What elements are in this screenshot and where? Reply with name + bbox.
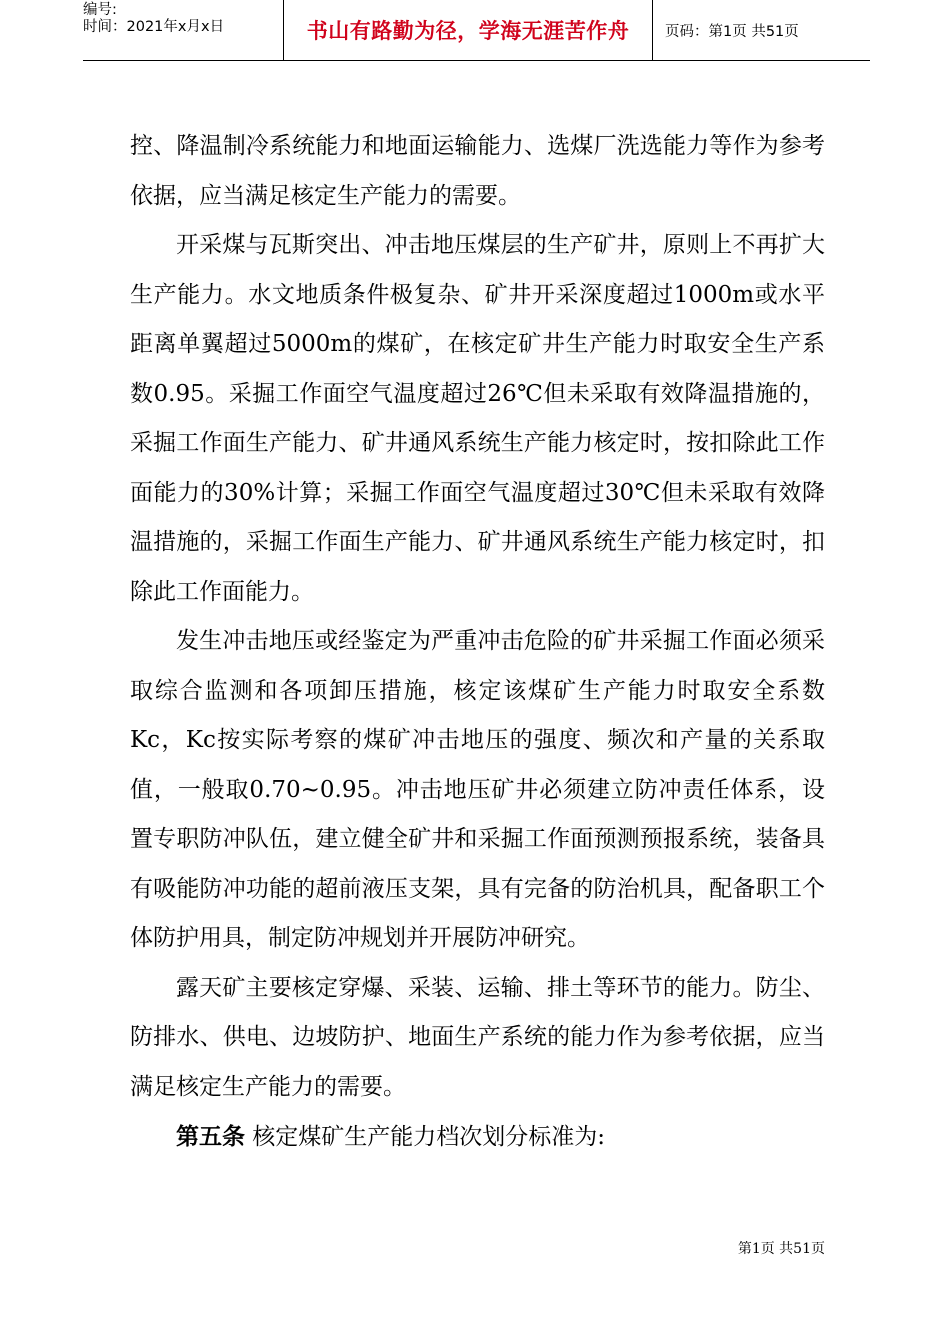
article-heading [130, 1112, 825, 1163]
paragraph: 开采煤与瓦斯突出、冲击地压煤层的生产矿井，原则上不再扩大生产能力。水文地质条件极复杂、矿井开采深度超过1000m或水平距离单翼超过5000m的煤矿，在核定矿井生产能力时取安全生产系数0.95。采掘工作面空气温度超过26℃但未采取有效降温措施的，采掘工作面生产能力、矿井通风系统生产能力核定时，按扣除此工作面能力的30%计算；采掘工作面空气温度超过30℃但未采取有效降温措施的，采掘工作面生产能力、矿井通风系统生产能力核定时，扣除此工作面能力。 [130, 232, 825, 605]
article-label: 第五条 [176, 1123, 245, 1150]
page-footer: 第1页 共51页 [737, 1241, 825, 1257]
page-header [83, 0, 870, 60]
header-divider [83, 60, 870, 61]
header-page-info: 页码：第1页 共51页 [665, 23, 799, 40]
paragraph: 露天矿主要核定穿爆、采装、运输、排土等环节的能力。防尘、防排水、供电、边坡防护、地面生产系统的能力作为参考依据，应当满足核定生产能力的需要。 [130, 974, 825, 1100]
document-number-label: 编号: [83, 2, 117, 18]
document-body [130, 122, 825, 1163]
document-time-label: 时间：2021年x月x日 [83, 19, 225, 35]
header-motto: 书山有路勤为径，学海无涯苦作舟 [306, 19, 630, 43]
paragraph: 发生冲击地压或经鉴定为严重冲击危险的矿井采掘工作面必须采取综合监测和各项卸压措施，核定该煤矿生产能力时取安全系数Kc，Kc按实际考察的煤矿冲击地压的强度、频次和产量的关系取值，一般取0.70~0.95。冲击地压矿井必须建立防冲责任体系，设置专职防冲队伍，建立健全矿井和采掘工作面预测预报系统，装备具有吸能防冲功能的超前液压支架，具有完备的防治机具，配备职工个体防护用具，制定防冲规划并开展防冲研究。 [130, 628, 825, 951]
article-text: 核定煤矿生产能力档次划分标准为: [245, 1124, 606, 1150]
header-motto-cell [283, 0, 653, 60]
header-meta [83, 0, 283, 60]
paragraph: 控、降温制冷系统能力和地面运输能力、选煤厂洗选能力等作为参考依据，应当满足核定生产能力的需要。 [130, 133, 825, 209]
